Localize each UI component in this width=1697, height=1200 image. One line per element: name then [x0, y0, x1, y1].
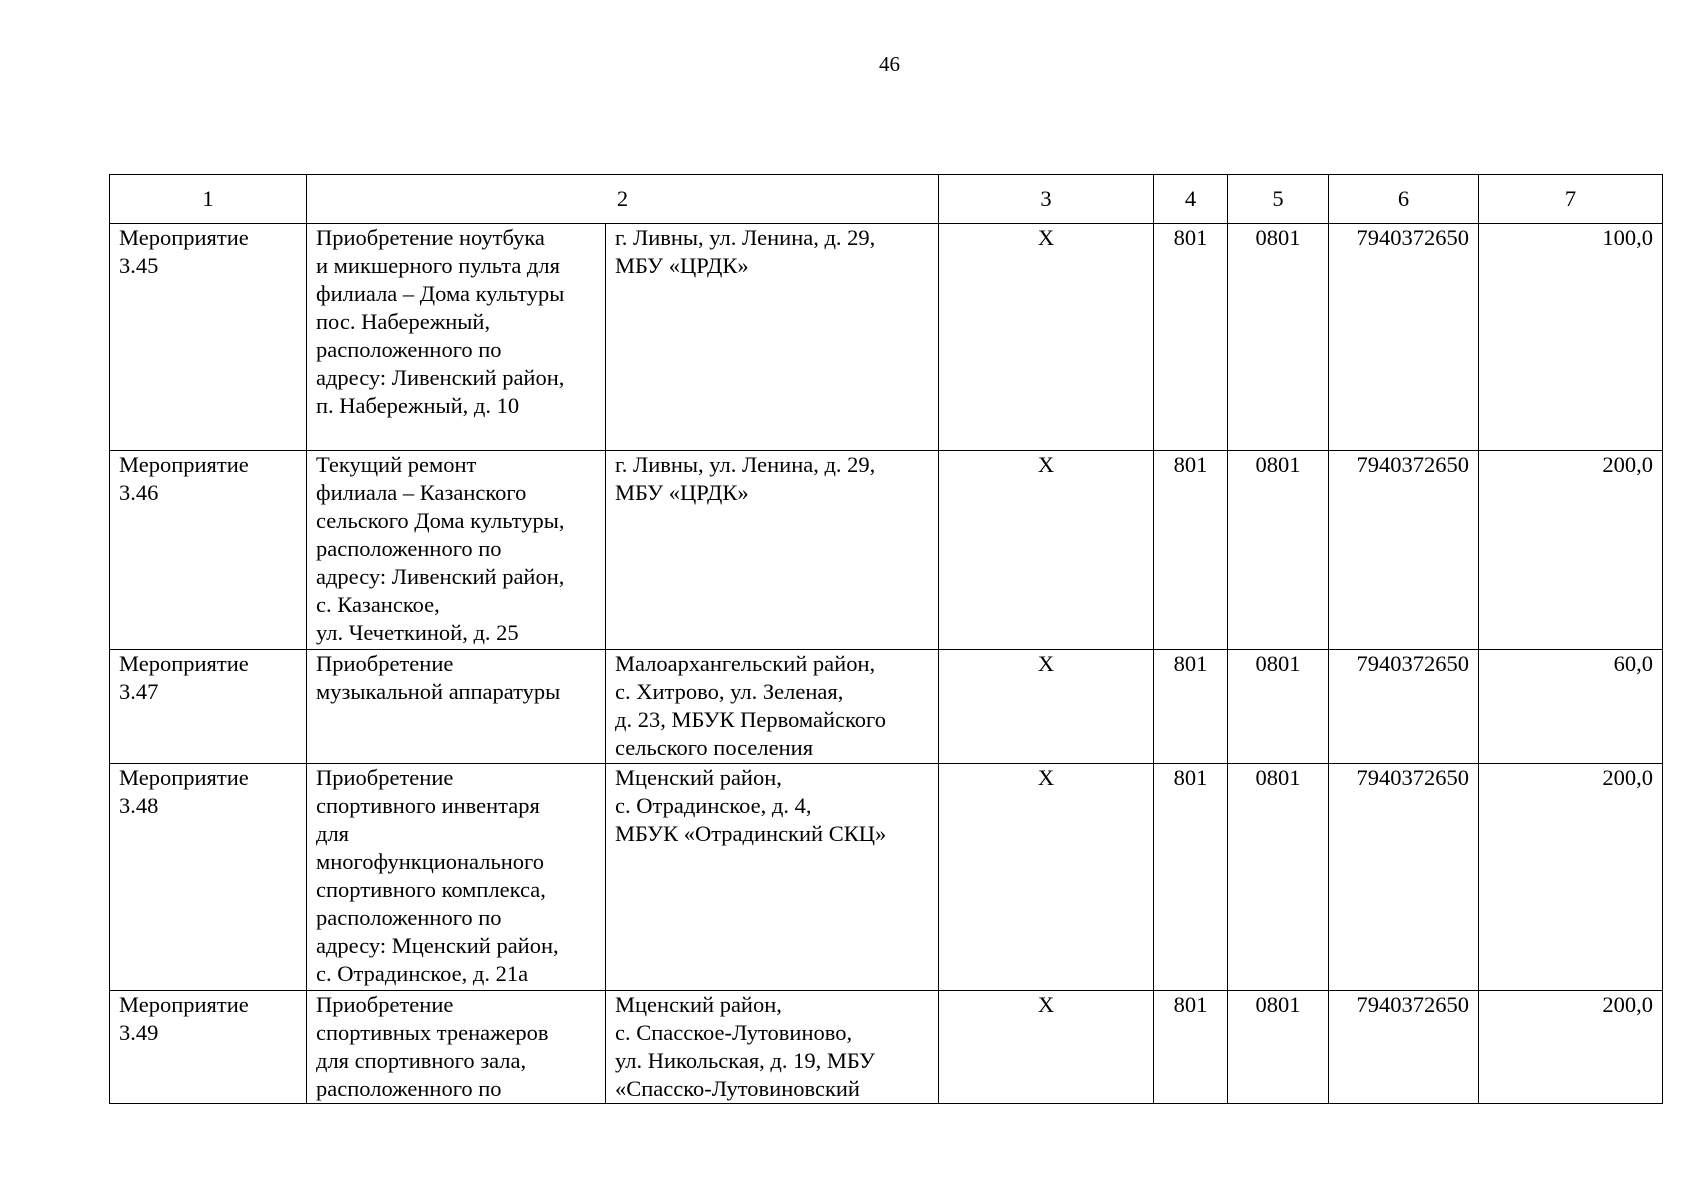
address-cell-line: МБУ «ЦРДК»: [615, 480, 749, 505]
description-cell-line: Приобретение: [316, 651, 454, 676]
marker-cell: Х: [939, 650, 1154, 764]
description-cell-line: ул. Чечеткиной, д. 25: [316, 620, 519, 645]
address-cell: [606, 650, 939, 764]
target-code-cell: 7940372650: [1329, 224, 1479, 451]
description-cell-line: музыкальной аппаратуры: [316, 679, 561, 704]
header-row: [110, 175, 1663, 224]
address-cell-line: д. 23, МБУК Первомайского: [615, 707, 886, 732]
target-code-cell: 7940372650: [1329, 764, 1479, 991]
address-cell-line: МБУ «ЦРДК»: [615, 253, 749, 278]
table-row: [110, 991, 1663, 1104]
measure-cell-line: Мероприятие: [119, 225, 249, 250]
department-code-cell: 801: [1154, 650, 1228, 764]
description-cell-line: для спортивного зала,: [316, 1048, 527, 1073]
description-cell: [307, 224, 606, 451]
measure-cell: [110, 650, 307, 764]
measure-cell-line: 3.48: [119, 793, 159, 818]
header-col-5: 5: [1228, 175, 1329, 224]
marker-cell: Х: [939, 224, 1154, 451]
address-cell: [606, 451, 939, 650]
header-col-6: 6: [1329, 175, 1479, 224]
description-cell-line: пос. Набережный,: [316, 309, 491, 334]
description-cell: [307, 991, 606, 1104]
description-cell-line: Приобретение: [316, 992, 454, 1017]
address-cell-line: МБУК «Отрадинский СКЦ»: [615, 821, 887, 846]
address-cell-line: Мценский район,: [615, 992, 782, 1017]
measure-cell-line: 3.47: [119, 679, 159, 704]
description-cell-line: адресу: Ливенский район,: [316, 365, 565, 390]
section-code-cell: 0801: [1228, 764, 1329, 991]
description-cell-line: для: [316, 821, 350, 846]
table-row: [110, 224, 1663, 451]
address-cell-line: Малоархангельский район,: [615, 651, 876, 676]
address-cell-line: ул. Никольская, д. 19, МБУ: [615, 1048, 875, 1073]
section-code-cell: 0801: [1228, 451, 1329, 650]
description-cell-line: адресу: Ливенский район,: [316, 564, 565, 589]
table-row: [110, 764, 1663, 991]
department-code-cell: 801: [1154, 224, 1228, 451]
description-cell-line: филиала – Казанского: [316, 480, 527, 505]
page-number: 46: [879, 52, 900, 76]
table-row: [110, 650, 1663, 764]
description-cell: [307, 764, 606, 991]
address-cell-line: сельского поселения: [615, 735, 814, 760]
description-cell: [307, 451, 606, 650]
address-cell: [606, 764, 939, 991]
address-cell-line: с. Спасское-Лутовиново,: [615, 1020, 853, 1045]
header-col-1: 1: [110, 175, 307, 224]
section-code-cell: 0801: [1228, 224, 1329, 451]
measure-cell: [110, 451, 307, 650]
description-cell-line: спортивных тренажеров: [316, 1020, 549, 1045]
description-cell-line: Приобретение ноутбука: [316, 225, 545, 250]
amount-cell: 200,0: [1479, 764, 1663, 991]
description-cell-line: расположенного по: [316, 905, 502, 930]
address-cell-line: г. Ливны, ул. Ленина, д. 29,: [615, 452, 876, 477]
description-cell-line: сельского Дома культуры,: [316, 508, 565, 533]
description-cell-line: Текущий ремонт: [316, 452, 477, 477]
description-cell-line: филиала – Дома культуры: [316, 281, 565, 306]
address-cell-line: с. Отрадинское, д. 4,: [615, 793, 812, 818]
measure-cell: [110, 224, 307, 451]
description-cell-line: спортивного комплекса,: [316, 877, 546, 902]
description-cell-line: многофункционального: [316, 849, 544, 874]
department-code-cell: 801: [1154, 991, 1228, 1104]
description-cell: [307, 650, 606, 764]
description-cell-line: п. Набережный, д. 10: [316, 393, 520, 418]
measure-cell-line: Мероприятие: [119, 651, 249, 676]
amount-cell: 200,0: [1479, 991, 1663, 1104]
address-cell: [606, 991, 939, 1104]
measure-cell-line: Мероприятие: [119, 765, 249, 790]
measure-cell-line: 3.45: [119, 253, 159, 278]
department-code-cell: 801: [1154, 764, 1228, 991]
address-cell-line: «Спасско-Лутовиновский: [615, 1076, 860, 1101]
amount-cell: 200,0: [1479, 451, 1663, 650]
amount-cell: 60,0: [1479, 650, 1663, 764]
address-cell-line: Мценский район,: [615, 765, 782, 790]
department-code-cell: 801: [1154, 451, 1228, 650]
measure-cell: [110, 764, 307, 991]
section-code-cell: 0801: [1228, 650, 1329, 764]
measure-cell-line: 3.49: [119, 1020, 159, 1045]
measure-cell-line: 3.46: [119, 480, 159, 505]
address-cell-line: с. Хитрово, ул. Зеленая,: [615, 679, 844, 704]
header-col-3: 3: [939, 175, 1154, 224]
description-cell-line: и микшерного пульта для: [316, 253, 560, 278]
description-cell-line: спортивного инвентаря: [316, 793, 540, 818]
amount-cell: 100,0: [1479, 224, 1663, 451]
marker-cell: Х: [939, 764, 1154, 991]
marker-cell: Х: [939, 451, 1154, 650]
marker-cell: Х: [939, 991, 1154, 1104]
description-cell-line: адресу: Мценский район,: [316, 933, 559, 958]
header-col-4: 4: [1154, 175, 1228, 224]
address-cell: [606, 224, 939, 451]
description-cell-line: с. Отрадинское, д. 21а: [316, 961, 529, 986]
description-cell-line: Приобретение: [316, 765, 454, 790]
target-code-cell: 7940372650: [1329, 650, 1479, 764]
description-cell-line: расположенного по: [316, 337, 502, 362]
description-cell-line: расположенного по: [316, 1076, 502, 1101]
measure-cell-line: Мероприятие: [119, 992, 249, 1017]
measure-cell: [110, 991, 307, 1104]
address-cell-line: г. Ливны, ул. Ленина, д. 29,: [615, 225, 876, 250]
header-col-2: 2: [307, 175, 939, 224]
table-row: [110, 451, 1663, 650]
target-code-cell: 7940372650: [1329, 451, 1479, 650]
measure-cell-line: Мероприятие: [119, 452, 249, 477]
section-code-cell: 0801: [1228, 991, 1329, 1104]
description-cell-line: расположенного по: [316, 536, 502, 561]
header-col-7: 7: [1479, 175, 1663, 224]
budget-table: [109, 174, 1663, 1104]
target-code-cell: 7940372650: [1329, 991, 1479, 1104]
description-cell-line: с. Казанское,: [316, 592, 440, 617]
